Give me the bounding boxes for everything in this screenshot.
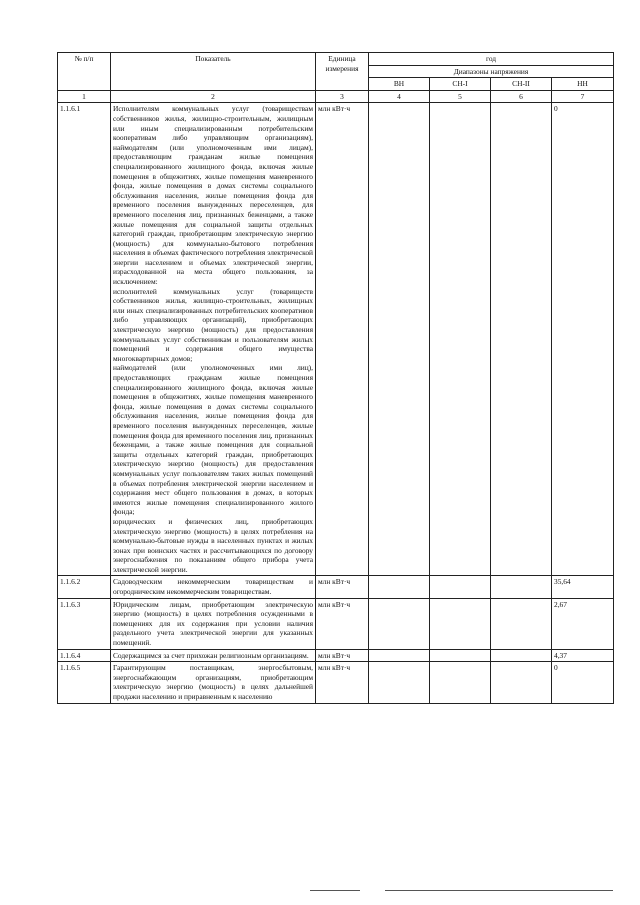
indicator-paragraph: Садоводческим некоммерческим товариществам и огородническим некоммерческим товариществам. xyxy=(113,577,313,597)
table-row xyxy=(58,598,614,649)
header-num: № п/п xyxy=(58,53,111,91)
row-unit: млн кВт·ч xyxy=(316,576,369,598)
row-code: 1.1.6.1 xyxy=(58,103,111,576)
value-sn1 xyxy=(430,576,491,598)
value-sn1 xyxy=(430,103,491,576)
indicator-paragraph: Гарантирующим поставщикам, энергосбытовым, энергоснабжающим организациям, приобретающим электрическую энергию (мощность) в целях дальнейшей продажи населению и приравненным к населению xyxy=(113,663,313,701)
row-unit: млн кВт·ч xyxy=(316,103,369,576)
indicator-paragraph: Юридическим лицам, приобретающим электрическую энергию (мощность) в целях потребления осужденными в помещениях для их содержания при условии наличия раздельного учета электрической энергии для указанных помещений. xyxy=(113,599,313,648)
row-unit: млн кВт·ч xyxy=(316,649,369,662)
column-number: 7 xyxy=(552,90,614,103)
row-code: 1.1.6.5 xyxy=(58,662,111,703)
value-nn: 4,37 xyxy=(552,649,614,662)
value-sn2 xyxy=(491,662,552,703)
tariff-table xyxy=(57,52,614,704)
column-number: 1 xyxy=(58,90,111,103)
indicator-paragraph: юридических и физических лиц, приобретающих электрическую энергию (мощность) в целях потребления на коммунально-бытовые нужды в населенных пунктах и жилых зонах при воинских частях и рассчитывающихся по договору энергоснабжения по показаниям общего прибора учета электрической энергии. xyxy=(113,516,313,574)
column-number: 3 xyxy=(316,90,369,103)
table-row xyxy=(58,662,614,703)
value-nn: 2,67 xyxy=(552,598,614,649)
row-code: 1.1.6.3 xyxy=(58,598,111,649)
header-range-vn: ВН xyxy=(369,78,430,91)
header-indicator: Показатель xyxy=(111,53,316,91)
column-number: 2 xyxy=(111,90,316,103)
value-sn1 xyxy=(430,598,491,649)
value-sn2 xyxy=(491,649,552,662)
row-indicator xyxy=(111,649,316,662)
value-vn xyxy=(369,662,430,703)
header-range-sn2: СН-II xyxy=(491,78,552,91)
row-indicator xyxy=(111,662,316,703)
value-nn: 0 xyxy=(552,103,614,576)
value-sn1 xyxy=(430,662,491,703)
indicator-paragraph: наймодателей (или уполномоченных ими лиц), предоставляющих гражданам жилые помещения специализированного жилищного фонда, включая жилые помещения в общежитиях, жилые помещения маневренного фонда, жилые помещения в домах системы социального обслуживания населения, жилые помещения фонда для временного поселения вынужденных переселенцев, жилые помещения фонда для временного поселения лиц, признанных беженцами, а также жилые помещения для социальной защиты отдельных категорий граждан, приобретающих электрическую энергию (мощность) для предоставления коммунальных услуг пользователям таких жилых помещений в объемах потребления электрической энергии населением и содержания мест общего пользования в домах, в которых имеются жилые помещения специализированного жилого фонда; xyxy=(113,363,313,517)
value-vn xyxy=(369,598,430,649)
row-indicator xyxy=(111,103,316,576)
footer-divider xyxy=(385,890,613,891)
indicator-paragraph: Содержащимся за счет прихожан религиозным организациям. xyxy=(113,650,309,660)
row-unit: млн кВт·ч xyxy=(316,662,369,703)
footer-divider xyxy=(310,890,360,891)
column-number: 6 xyxy=(491,90,552,103)
header-voltage-ranges: Диапазоны напряжения xyxy=(369,65,614,78)
row-indicator xyxy=(111,576,316,598)
row-code: 1.1.6.2 xyxy=(58,576,111,598)
value-sn2 xyxy=(491,576,552,598)
column-number: 4 xyxy=(369,90,430,103)
row-code: 1.1.6.4 xyxy=(58,649,111,662)
table-row xyxy=(58,649,614,662)
value-nn: 35,64 xyxy=(552,576,614,598)
indicator-paragraph: исполнителей коммунальных услуг (товариществ собственников жилья, жилищно-строительных, жилищных или иных специализированных потребительских кооперативов либо управляющих организаций), приобретающих электрическую энергию (мощность) для предоставления коммунальных услуг собственникам и пользователям жилых помещений и содержания общего имущества многоквартирных домов; xyxy=(113,286,313,363)
row-indicator xyxy=(111,598,316,649)
value-vn xyxy=(369,103,430,576)
value-vn xyxy=(369,576,430,598)
header-year: год xyxy=(369,53,614,66)
value-sn2 xyxy=(491,598,552,649)
table-row xyxy=(58,576,614,598)
value-sn1 xyxy=(430,649,491,662)
value-vn xyxy=(369,649,430,662)
column-number: 5 xyxy=(430,90,491,103)
header-range-sn1: СН-I xyxy=(430,78,491,91)
table-row xyxy=(58,103,614,576)
row-unit: млн кВт·ч xyxy=(316,598,369,649)
value-sn2 xyxy=(491,103,552,576)
indicator-paragraph: Исполнителям коммунальных услуг (товариществам собственников жилья, жилищно-строительным, жилищным или иным специализированным потребительским кооперативам либо управляющим организациям), наймодателям (или уполномоченным ими лицам), предоставляющим гражданам жилые помещения специализированного жилищного фонда, включая жилые помещения в общежитиях, жилые помещения маневренного фонда, жилые помещения в домах системы социального обслуживания населения, жилые помещения фонда для временного поселения вынужденных переселенцев, для временного поселения лиц, признанных беженцами, а также жилые помещения для социальной защиты отдельных категорий граждан, приобретающим электрическую энергию (мощность) для коммунально-бытового потребления населения в объемах фактического потребления электрической энергии населением и объемах электрической энергии, израсходованной на места общего пользования, за исключением: xyxy=(113,104,313,287)
header-range-nn: НН xyxy=(552,78,614,91)
header-unit: Единица измерения xyxy=(316,53,369,91)
value-nn: 0 xyxy=(552,662,614,703)
